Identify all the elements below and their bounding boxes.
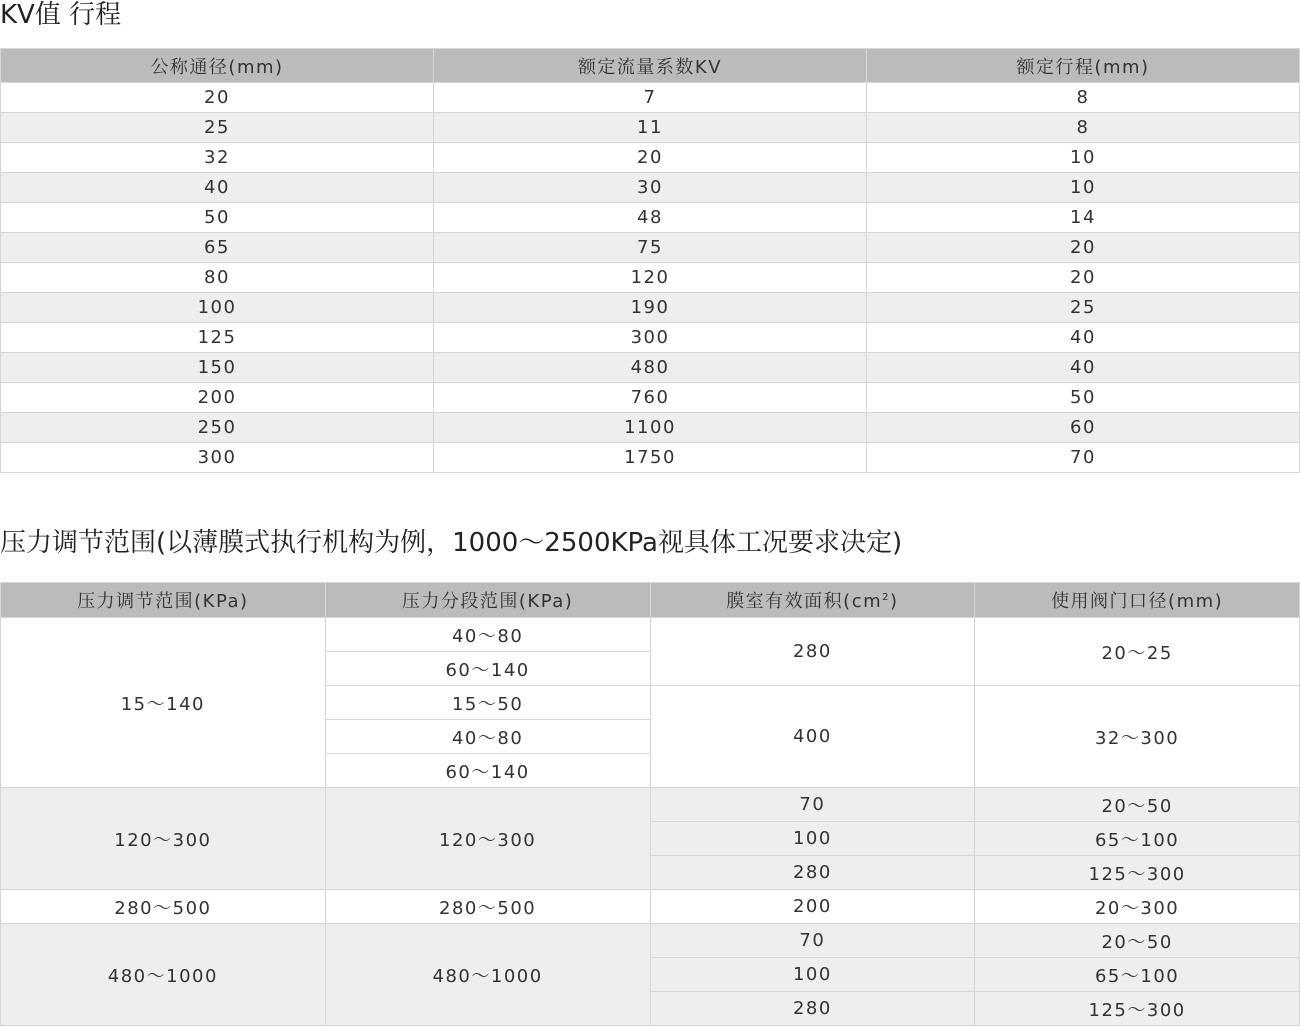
cell-stroke: 20 bbox=[867, 263, 1300, 293]
table-row bbox=[1, 788, 1300, 822]
cell-valve-diameter: 65～100 bbox=[975, 958, 1300, 992]
cell-diameter: 250 bbox=[1, 413, 434, 443]
cell-diaphragm-area: 280 bbox=[650, 856, 975, 890]
header-pressure-segment: 压力分段范围(KPa) bbox=[325, 583, 650, 618]
table-row bbox=[1, 233, 1300, 263]
cell-kv: 1100 bbox=[434, 413, 867, 443]
cell-pressure-segment: 480～1000 bbox=[325, 924, 650, 1026]
header-valve-diameter: 使用阀门口径(mm) bbox=[975, 583, 1300, 618]
cell-diameter: 32 bbox=[1, 143, 434, 173]
cell-kv: 48 bbox=[434, 203, 867, 233]
cell-pressure-segment: 40～80 bbox=[325, 720, 650, 754]
cell-diameter: 125 bbox=[1, 323, 434, 353]
header-rated-stroke: 额定行程(mm) bbox=[867, 49, 1300, 83]
table-row bbox=[1, 143, 1300, 173]
kv-section-title: KV值 行程 bbox=[0, 0, 122, 30]
cell-kv: 20 bbox=[434, 143, 867, 173]
cell-kv: 30 bbox=[434, 173, 867, 203]
cell-kv: 480 bbox=[434, 353, 867, 383]
cell-stroke: 50 bbox=[867, 383, 1300, 413]
kv-table bbox=[0, 48, 1300, 473]
cell-pressure-segment: 280～500 bbox=[325, 890, 650, 924]
table-row bbox=[1, 263, 1300, 293]
header-diaphragm-area bbox=[650, 583, 975, 618]
cell-kv: 120 bbox=[434, 263, 867, 293]
table-row bbox=[1, 203, 1300, 233]
cell-kv: 7 bbox=[434, 83, 867, 113]
pressure-section-title: 压力调节范围(以薄膜式执行机构为例，1000～2500KPa视具体工况要求决定) bbox=[0, 528, 903, 558]
table-row bbox=[1, 890, 1300, 924]
cell-valve-diameter: 20～50 bbox=[975, 924, 1300, 958]
cell-kv: 760 bbox=[434, 383, 867, 413]
cell-valve-diameter: 20～25 bbox=[975, 618, 1300, 686]
cell-pressure-segment: 40～80 bbox=[325, 618, 650, 652]
cell-valve-diameter: 125～300 bbox=[975, 856, 1300, 890]
cell-pressure-range: 120～300 bbox=[1, 788, 326, 890]
cell-diameter: 20 bbox=[1, 83, 434, 113]
cell-diameter: 200 bbox=[1, 383, 434, 413]
cell-stroke: 8 bbox=[867, 113, 1300, 143]
table-row bbox=[1, 353, 1300, 383]
header-diaphragm-area-close: ) bbox=[890, 591, 899, 612]
cell-stroke: 10 bbox=[867, 143, 1300, 173]
cell-stroke: 20 bbox=[867, 233, 1300, 263]
cell-valve-diameter: 20～300 bbox=[975, 890, 1300, 924]
cell-pressure-range: 480～1000 bbox=[1, 924, 326, 1026]
cell-pressure-segment: 60～140 bbox=[325, 652, 650, 686]
header-diaphragm-area-text: 膜室有效面积(cm bbox=[726, 591, 883, 612]
cell-valve-diameter: 125～300 bbox=[975, 992, 1300, 1026]
cell-valve-diameter: 65～100 bbox=[975, 822, 1300, 856]
table-row bbox=[1, 293, 1300, 323]
cell-diaphragm-area: 280 bbox=[650, 618, 975, 686]
cell-pressure-segment: 60～140 bbox=[325, 754, 650, 788]
table-row bbox=[1, 443, 1300, 473]
cell-kv: 1750 bbox=[434, 443, 867, 473]
cell-kv: 300 bbox=[434, 323, 867, 353]
cell-stroke: 25 bbox=[867, 293, 1300, 323]
cell-pressure-segment: 120～300 bbox=[325, 788, 650, 890]
cell-diameter: 80 bbox=[1, 263, 434, 293]
cell-stroke: 8 bbox=[867, 83, 1300, 113]
cell-valve-diameter: 20～50 bbox=[975, 788, 1300, 822]
cell-kv: 190 bbox=[434, 293, 867, 323]
cell-kv: 75 bbox=[434, 233, 867, 263]
cell-pressure-range: 15～140 bbox=[1, 618, 326, 788]
header-rated-flow-kv: 额定流量系数KV bbox=[434, 49, 867, 83]
cell-diaphragm-area: 280 bbox=[650, 992, 975, 1026]
table-row bbox=[1, 383, 1300, 413]
cell-stroke: 10 bbox=[867, 173, 1300, 203]
cell-stroke: 60 bbox=[867, 413, 1300, 443]
cell-diameter: 50 bbox=[1, 203, 434, 233]
cell-diameter: 65 bbox=[1, 233, 434, 263]
header-diaphragm-area-superscript: 2 bbox=[882, 592, 891, 603]
header-pressure-range: 压力调节范围(KPa) bbox=[1, 583, 326, 618]
cell-stroke: 40 bbox=[867, 323, 1300, 353]
cell-diameter: 40 bbox=[1, 173, 434, 203]
table-row bbox=[1, 173, 1300, 203]
cell-diaphragm-area: 100 bbox=[650, 822, 975, 856]
table-row bbox=[1, 924, 1300, 958]
cell-diameter: 300 bbox=[1, 443, 434, 473]
cell-stroke: 14 bbox=[867, 203, 1300, 233]
table-row bbox=[1, 83, 1300, 113]
table-row bbox=[1, 323, 1300, 353]
table-header-row bbox=[1, 49, 1300, 83]
cell-stroke: 40 bbox=[867, 353, 1300, 383]
table-row bbox=[1, 413, 1300, 443]
cell-diaphragm-area: 200 bbox=[650, 890, 975, 924]
cell-diaphragm-area: 70 bbox=[650, 924, 975, 958]
cell-pressure-segment: 15～50 bbox=[325, 686, 650, 720]
cell-kv: 11 bbox=[434, 113, 867, 143]
table-header-row bbox=[1, 583, 1300, 618]
cell-diameter: 150 bbox=[1, 353, 434, 383]
table-row bbox=[1, 113, 1300, 143]
header-nominal-diameter: 公称通径(mm) bbox=[1, 49, 434, 83]
cell-diameter: 25 bbox=[1, 113, 434, 143]
cell-valve-diameter: 32～300 bbox=[975, 686, 1300, 788]
cell-diaphragm-area: 400 bbox=[650, 686, 975, 788]
cell-diaphragm-area: 100 bbox=[650, 958, 975, 992]
cell-stroke: 70 bbox=[867, 443, 1300, 473]
pressure-table bbox=[0, 582, 1300, 1026]
table-row bbox=[1, 618, 1300, 652]
cell-diaphragm-area: 70 bbox=[650, 788, 975, 822]
cell-pressure-range: 280～500 bbox=[1, 890, 326, 924]
cell-diameter: 100 bbox=[1, 293, 434, 323]
